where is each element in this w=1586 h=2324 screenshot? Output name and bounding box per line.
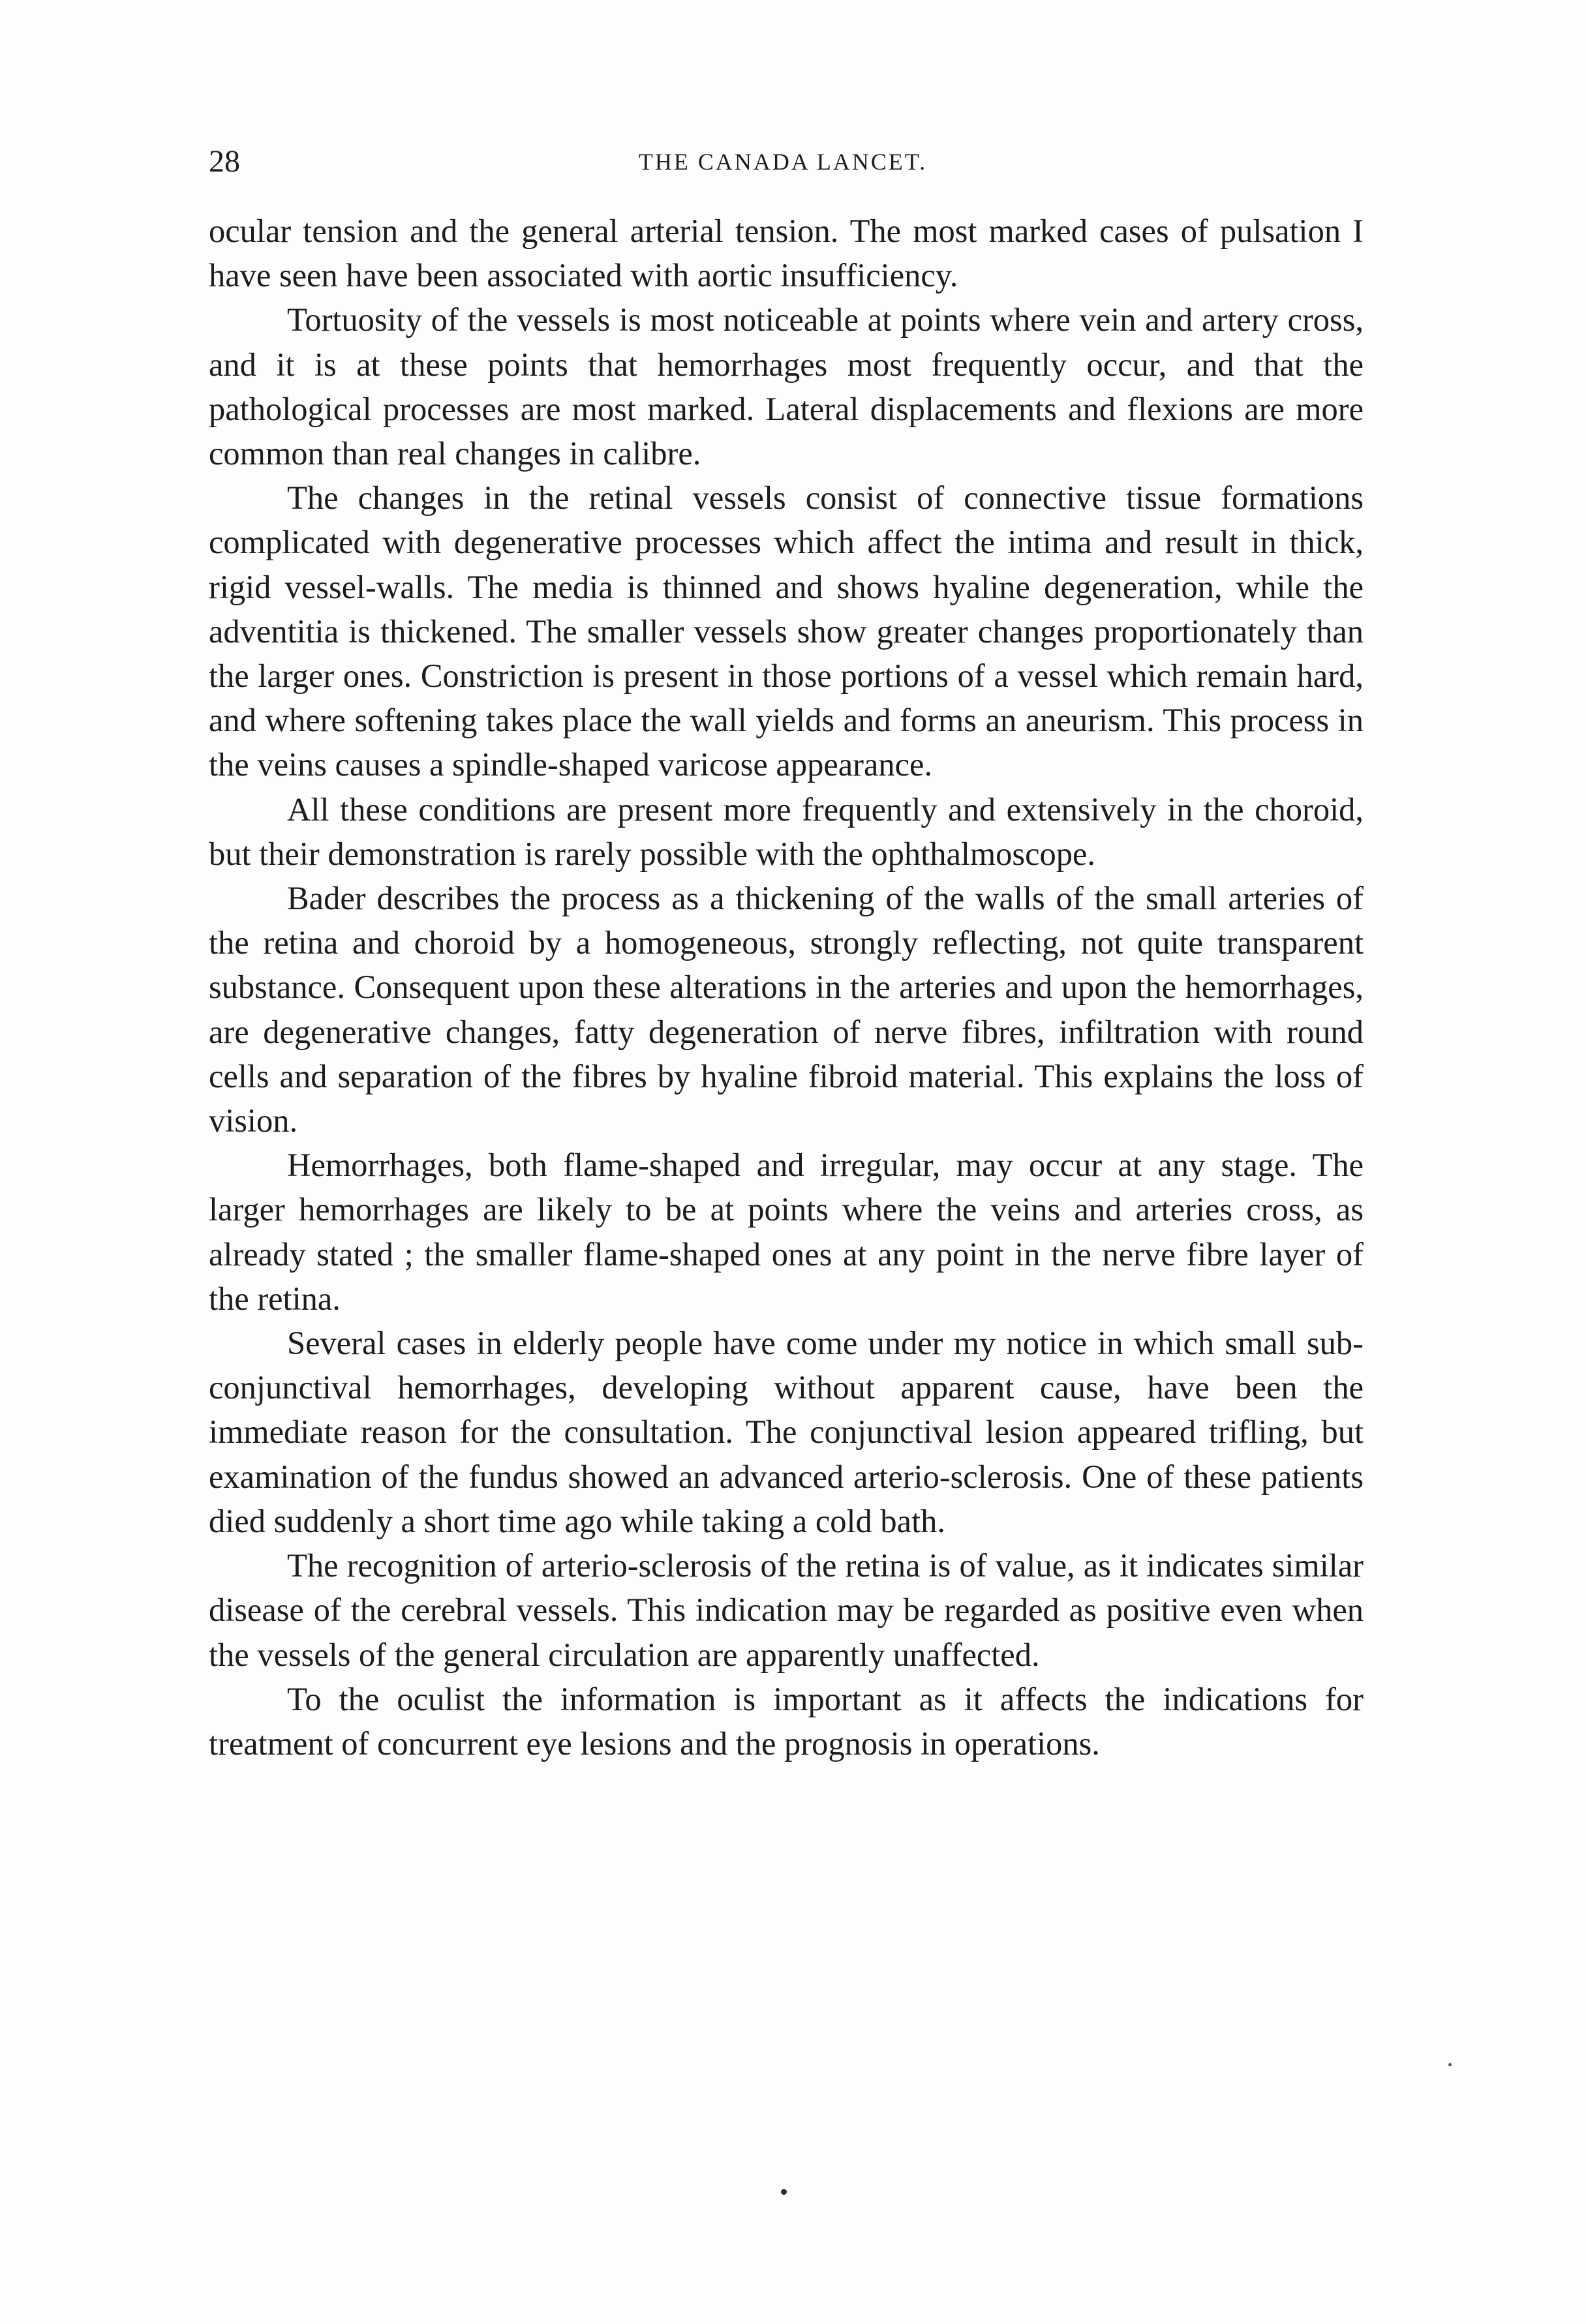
ink-speck (1448, 2063, 1452, 2066)
page-number: 28 (209, 144, 240, 179)
paragraph-case-reports: Several cases in elderly people have come under my notice in which small sub-conjunctival hemorrhages, developing without apparent cause, have been the immediate reason for the consultation. The conjunctival lesion appeared trifling, but examination of the fundus showed an advanced arterio-sclerosis. One of these patients died suddenly a short time ago while taking a cold bath. (209, 1325, 1364, 1539)
paragraph-oculist: To the oculist the information is important as it affects the indications for treatment of concurrent eye lesions and the prognosis in operations. (209, 1680, 1364, 1762)
ink-speck (781, 2189, 787, 2195)
paragraph-choroid: All these conditions are present more frequently and extensively in the choroid, but their demonstration is rarely possible with the ophthalmoscope. (209, 791, 1364, 872)
paragraph-hemorrhages: Hemorrhages, both flame-shaped and irregular, may occur at any stage. The larger hemorrhages are likely to be at points where the veins and arteries cross, as already stated ; the smaller flame-shaped ones at any point in the nerve fibre layer of the retina. (209, 1147, 1364, 1317)
paragraph-continuation: ocular tension and the general arterial tension. The most marked cases of pulsation I have seen have been associated with aortic insufficiency. (209, 213, 1364, 294)
paragraph-recognition: The recognition of arterio-sclerosis of the retina is of value, as it indicates similar disease of the cerebral vessels. This indication may be regarded as positive even when the vessels of the general circulation are apparently unaffected. (209, 1547, 1364, 1673)
paragraph-retinal-vessel-changes: The changes in the retinal vessels consist of connective tissue formations complicated with degenerative processes which affect the intima and result in thick, rigid vessel-walls. The media is thinned and shows hyaline degeneration, while the adventitia is thickened. The smaller vessels show greater changes proportionately than the larger ones. Constriction is present in those portions of a vessel which remain hard, and where softening takes place the wall yields and forms an aneurism. This process in the veins causes a spindle-shaped varicose appearance. (209, 479, 1364, 783)
article-body (209, 209, 1364, 1766)
paragraph-tortuosity: Tortuosity of the vessels is most noticeable at points where vein and artery cross, and it is at these points that hemorrhages most frequently occur, and that the pathological processes are most marked. Lateral displacements and flexions are more common than real changes in calibre. (209, 301, 1364, 472)
page-header (209, 142, 1357, 188)
paragraph-bader: Bader describes the process as a thickening of the walls of the small arteries of the retina and choroid by a homogeneous, strongly reflecting, not quite transparent substance. Consequent upon these alterations in the arteries and upon the hemorrhages, are degenerative changes, fatty degeneration of nerve fibres, infiltration with round cells and separation of the fibres by hyaline fibroid material. This explains the loss of vision. (209, 880, 1364, 1139)
running-head: THE CANADA LANCET. (638, 149, 928, 175)
